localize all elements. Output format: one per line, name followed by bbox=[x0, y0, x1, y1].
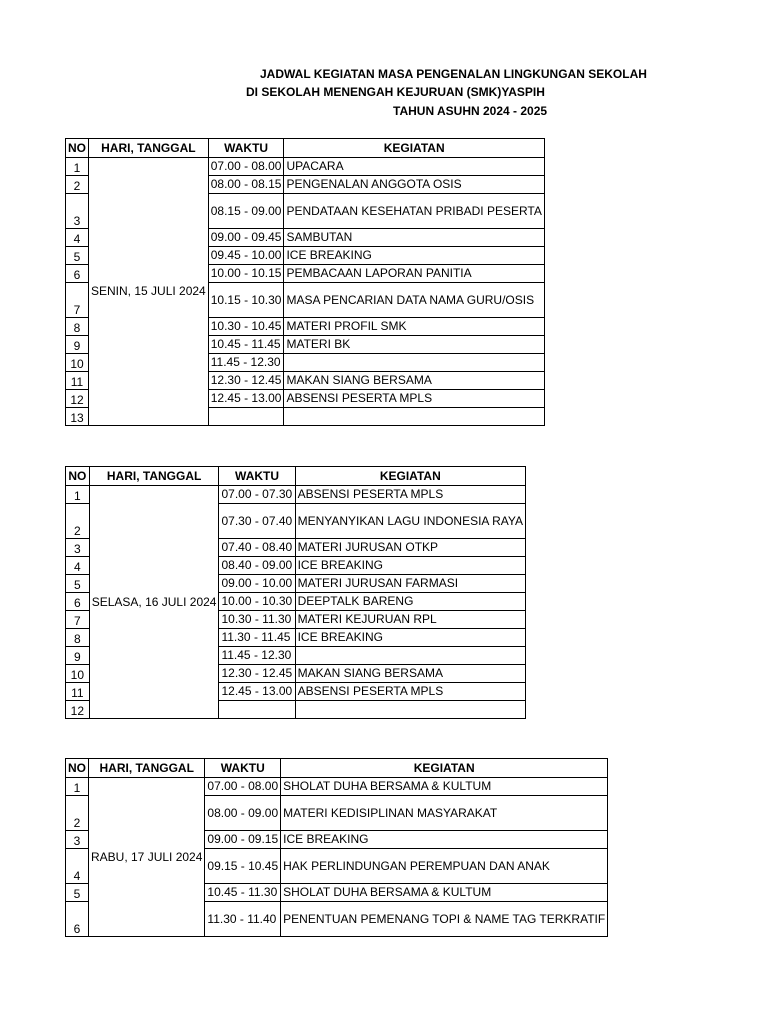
row-no: 8 bbox=[66, 318, 89, 336]
table-header-row bbox=[66, 467, 526, 486]
row-time: 11.45 - 12.30 bbox=[208, 354, 284, 372]
row-time: 09.15 - 10.45 bbox=[205, 849, 281, 884]
row-time: 12.45 - 13.00 bbox=[219, 683, 295, 701]
row-no: 1 bbox=[66, 158, 89, 176]
row-no: 5 bbox=[66, 884, 89, 902]
row-time: 08.00 - 09.00 bbox=[205, 796, 281, 831]
row-no: 1 bbox=[66, 778, 89, 796]
row-activity: SHOLAT DUHA BERSAMA & KULTUM bbox=[281, 884, 608, 902]
row-no: 6 bbox=[66, 265, 89, 283]
row-activity: PENENTUAN PEMENANG TOPI & NAME TAG TERKRATIF bbox=[281, 902, 608, 937]
row-time: 10.30 - 11.30 bbox=[219, 611, 295, 629]
row-time: 10.00 - 10.15 bbox=[208, 265, 284, 283]
row-time: 09.00 - 10.00 bbox=[219, 575, 295, 593]
day-date-cell: SENIN, 15 JULI 2024 bbox=[89, 158, 209, 426]
row-no: 9 bbox=[66, 647, 90, 665]
row-no: 11 bbox=[66, 683, 90, 701]
row-time: 09.00 - 09.45 bbox=[208, 229, 284, 247]
row-time: 12.30 - 12.45 bbox=[208, 372, 284, 390]
table-row bbox=[66, 486, 526, 504]
row-no: 2 bbox=[66, 504, 90, 539]
row-no: 2 bbox=[66, 176, 89, 194]
row-activity: UPACARA bbox=[284, 158, 544, 176]
row-no: 8 bbox=[66, 629, 90, 647]
row-activity: SHOLAT DUHA BERSAMA & KULTUM bbox=[281, 778, 608, 796]
row-activity: MATERI KEJURUAN RPL bbox=[295, 611, 525, 629]
row-time: 07.30 - 07.40 bbox=[219, 504, 295, 539]
row-no: 3 bbox=[66, 539, 90, 557]
row-time: 10.30 - 10.45 bbox=[208, 318, 284, 336]
row-no: 1 bbox=[66, 486, 90, 504]
title-line-2: DI SEKOLAH MENENGAH KEJURUAN (SMK)YASPIH bbox=[246, 85, 545, 99]
row-activity: MASA PENCARIAN DATA NAMA GURU/OSIS bbox=[284, 283, 544, 318]
row-no: 4 bbox=[66, 849, 89, 884]
row-activity: ICE BREAKING bbox=[281, 831, 608, 849]
row-no: 10 bbox=[66, 354, 89, 372]
table-header-row bbox=[66, 139, 545, 158]
row-no: 6 bbox=[66, 902, 89, 937]
row-time: 11.30 - 11.40 bbox=[205, 902, 281, 937]
table-row bbox=[66, 158, 545, 176]
row-activity: DEEPTALK BARENG bbox=[295, 593, 525, 611]
col-header-day: HARI, TANGGAL bbox=[89, 139, 209, 158]
col-header-day: HARI, TANGGAL bbox=[89, 759, 205, 778]
row-time: 07.00 - 08.00 bbox=[205, 778, 281, 796]
title-line-3: TAHUN ASUHN 2024 - 2025 bbox=[393, 104, 548, 118]
row-time: 07.00 - 08.00 bbox=[208, 158, 284, 176]
table-header-row bbox=[66, 759, 608, 778]
row-activity: ICE BREAKING bbox=[295, 629, 525, 647]
row-activity bbox=[284, 408, 544, 426]
row-activity: ICE BREAKING bbox=[295, 557, 525, 575]
col-header-time: WAKTU bbox=[208, 139, 284, 158]
col-header-activity: KEGIATAN bbox=[284, 139, 544, 158]
row-time: 07.00 - 07.30 bbox=[219, 486, 295, 504]
day-date-cell: SELASA, 16 JULI 2024 bbox=[89, 486, 219, 719]
row-no: 11 bbox=[66, 372, 89, 390]
row-no: 3 bbox=[66, 831, 89, 849]
row-time: 07.40 - 08.40 bbox=[219, 539, 295, 557]
row-no: 12 bbox=[66, 390, 89, 408]
row-no: 5 bbox=[66, 575, 90, 593]
row-no: 9 bbox=[66, 336, 89, 354]
row-activity: MATERI JURUSAN FARMASI bbox=[295, 575, 525, 593]
row-no: 2 bbox=[66, 796, 89, 831]
row-no: 6 bbox=[66, 593, 90, 611]
row-activity: PEMBACAAN LAPORAN PANITIA bbox=[284, 265, 544, 283]
row-activity bbox=[284, 354, 544, 372]
row-no: 12 bbox=[66, 701, 90, 719]
row-no: 4 bbox=[66, 557, 90, 575]
row-activity: MAKAN SIANG BERSAMA bbox=[284, 372, 544, 390]
row-time: 10.45 - 11.30 bbox=[205, 884, 281, 902]
col-header-day: HARI, TANGGAL bbox=[89, 467, 219, 486]
row-activity: ABSENSI PESERTA MPLS bbox=[295, 683, 525, 701]
table-row bbox=[66, 778, 608, 796]
row-activity: PENDATAAN KESEHATAN PRIBADI PESERTA bbox=[284, 194, 544, 229]
row-activity: SAMBUTAN bbox=[284, 229, 544, 247]
row-no: 7 bbox=[66, 283, 89, 318]
row-time: 11.30 - 11.45 bbox=[219, 629, 295, 647]
schedule-table-day-3 bbox=[65, 758, 608, 937]
row-time: 10.45 - 11.45 bbox=[208, 336, 284, 354]
row-activity: MATERI JURUSAN OTKP bbox=[295, 539, 525, 557]
col-header-activity: KEGIATAN bbox=[295, 467, 525, 486]
row-activity: MATERI BK bbox=[284, 336, 544, 354]
row-time: 09.45 - 10.00 bbox=[208, 247, 284, 265]
row-activity: ABSENSI PESERTA MPLS bbox=[284, 390, 544, 408]
row-activity: MATERI KEDISIPLINAN MASYARAKAT bbox=[281, 796, 608, 831]
row-time: 10.00 - 10.30 bbox=[219, 593, 295, 611]
row-time: 11.45 - 12.30 bbox=[219, 647, 295, 665]
row-activity: PENGENALAN ANGGOTA OSIS bbox=[284, 176, 544, 194]
row-activity: ABSENSI PESERTA MPLS bbox=[295, 486, 525, 504]
row-time: 12.45 - 13.00 bbox=[208, 390, 284, 408]
row-activity: HAK PERLINDUNGAN PEREMPUAN DAN ANAK bbox=[281, 849, 608, 884]
row-no: 3 bbox=[66, 194, 89, 229]
row-time: 08.40 - 09.00 bbox=[219, 557, 295, 575]
col-header-no: NO bbox=[66, 759, 89, 778]
row-time: 12.30 - 12.45 bbox=[219, 665, 295, 683]
row-no: 7 bbox=[66, 611, 90, 629]
row-activity bbox=[295, 701, 525, 719]
col-header-time: WAKTU bbox=[219, 467, 295, 486]
col-header-activity: KEGIATAN bbox=[281, 759, 608, 778]
row-activity bbox=[295, 647, 525, 665]
row-no: 10 bbox=[66, 665, 90, 683]
row-time: 10.15 - 10.30 bbox=[208, 283, 284, 318]
schedule-table-day-1 bbox=[65, 138, 545, 426]
title-line-1: JADWAL KEGIATAN MASA PENGENALAN LINGKUNGAN SEKOLAH bbox=[260, 67, 647, 81]
row-no: 4 bbox=[66, 229, 89, 247]
row-activity: ICE BREAKING bbox=[284, 247, 544, 265]
col-header-no: NO bbox=[66, 467, 90, 486]
col-header-time: WAKTU bbox=[205, 759, 281, 778]
row-time bbox=[219, 701, 295, 719]
row-no: 13 bbox=[66, 408, 89, 426]
schedule-table-day-2 bbox=[65, 466, 526, 719]
row-time: 08.15 - 09.00 bbox=[208, 194, 284, 229]
row-activity: MENYANYIKAN LAGU INDONESIA RAYA bbox=[295, 504, 525, 539]
row-activity: MAKAN SIANG BERSAMA bbox=[295, 665, 525, 683]
day-date-cell: RABU, 17 JULI 2024 bbox=[89, 778, 205, 937]
row-no: 5 bbox=[66, 247, 89, 265]
row-time: 08.00 - 08.15 bbox=[208, 176, 284, 194]
row-time: 09.00 - 09.15 bbox=[205, 831, 281, 849]
row-time bbox=[208, 408, 284, 426]
col-header-no: NO bbox=[66, 139, 89, 158]
row-activity: MATERI PROFIL SMK bbox=[284, 318, 544, 336]
